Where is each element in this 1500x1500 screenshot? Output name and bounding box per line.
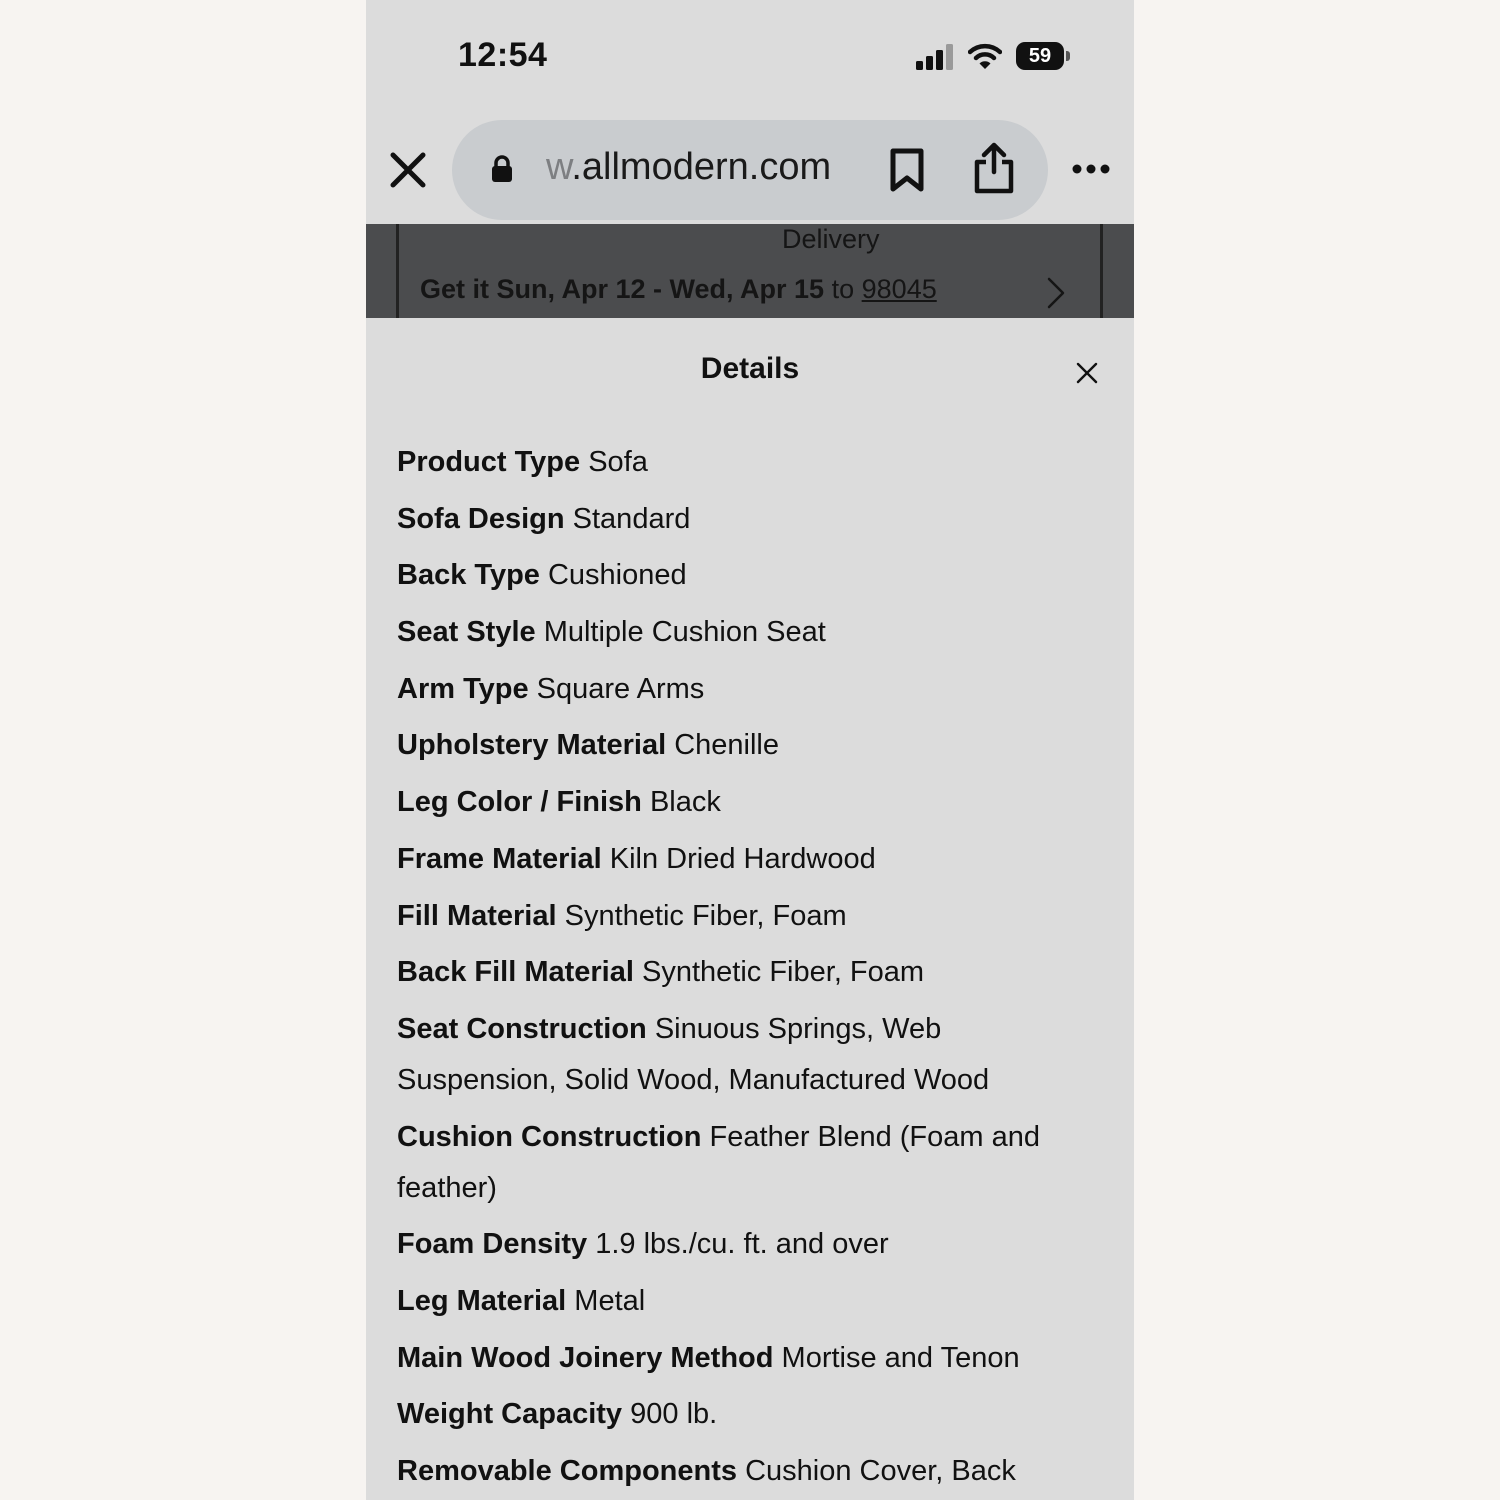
detail-value: Mortise and Tenon: [781, 1341, 1020, 1374]
detail-value: Square Arms: [536, 672, 705, 705]
lock-icon: [490, 154, 514, 184]
battery-tip: [1066, 51, 1070, 61]
url-bar[interactable]: [452, 120, 1048, 220]
divider: [1100, 224, 1103, 318]
detail-row: [397, 494, 1067, 545]
detail-value: Black: [649, 786, 721, 819]
detail-value: Sofa: [588, 446, 648, 478]
detail-row: [397, 1112, 1067, 1214]
detail-value: Standard: [572, 502, 691, 535]
detail-value: Feather Blend (Foam and feather): [397, 1120, 1041, 1204]
detail-value: Cushioned: [547, 559, 687, 592]
chevron-right-icon[interactable]: [1046, 276, 1066, 310]
detail-row: [397, 891, 1067, 942]
details-list: [397, 437, 1067, 1500]
detail-value: Multiple Cushion Seat: [543, 616, 826, 649]
detail-label: Main Wood Joinery Method: [397, 1341, 774, 1374]
detail-row: [397, 1276, 1067, 1327]
detail-label: Sofa Design: [397, 502, 565, 535]
detail-row: [397, 1333, 1067, 1384]
battery-level: 59: [1016, 42, 1064, 70]
delivery-heading: Delivery: [782, 224, 880, 254]
detail-label: Upholstery Material: [397, 729, 667, 762]
delivery-dates: Get it Sun, Apr 12 - Wed, Apr 15: [420, 274, 825, 304]
detail-label: Weight Capacity: [397, 1398, 623, 1431]
detail-label: Leg Color / Finish: [397, 786, 642, 819]
detail-label: Cushion Construction: [397, 1120, 702, 1153]
detail-label: Fill Material: [397, 899, 557, 932]
detail-row: [397, 437, 1067, 488]
detail-label: Back Fill Material: [397, 956, 634, 989]
detail-label: Frame Material: [397, 842, 602, 875]
detail-value: Synthetic Fiber, Foam: [642, 956, 925, 989]
delivery-estimate: [420, 274, 937, 305]
detail-row: [397, 777, 1067, 828]
url-text-domain: .allmodern.com: [571, 146, 832, 188]
details-title: Details: [700, 352, 800, 385]
detail-label: Product Type: [397, 446, 581, 478]
detail-label: Leg Material: [397, 1284, 567, 1317]
close-details-icon[interactable]: [1076, 362, 1098, 384]
detail-value: 900 lb.: [630, 1398, 718, 1431]
cellular-signal-icon: [916, 44, 956, 70]
detail-value: Kiln Dried Hardwood: [609, 842, 876, 875]
detail-row: [397, 947, 1067, 998]
detail-value: Synthetic Fiber, Foam: [564, 899, 847, 932]
detail-row: [397, 834, 1067, 885]
detail-value: 1.9 lbs./cu. ft. and over: [595, 1228, 889, 1261]
detail-value: Metal: [574, 1284, 646, 1317]
bookmark-icon[interactable]: [888, 148, 926, 192]
detail-row: [397, 607, 1067, 658]
delivery-banner[interactable]: [366, 224, 1134, 318]
detail-label: Seat Construction: [397, 1012, 647, 1045]
detail-label: Back Type: [397, 559, 540, 592]
url-text-faded: w: [546, 146, 572, 188]
delivery-zip-link[interactable]: 98045: [861, 274, 937, 304]
detail-label: Removable Components: [397, 1455, 737, 1487]
detail-row: [397, 1389, 1067, 1440]
detail-label: Seat Style: [397, 616, 536, 649]
detail-row: [397, 720, 1067, 771]
detail-label: Arm Type: [397, 672, 529, 705]
divider: [396, 224, 399, 318]
delivery-to: to: [831, 274, 855, 304]
close-icon[interactable]: [388, 150, 428, 190]
phone-screen: [366, 0, 1134, 1500]
detail-value: Chenille: [674, 729, 779, 762]
detail-value: Sinuous Springs, Web Suspension, Solid Wood, Manufactured Wood: [397, 1012, 990, 1096]
more-options-icon[interactable]: [1072, 160, 1110, 178]
wifi-icon: [968, 42, 1002, 70]
detail-value: Cushion Cover, Back: [745, 1455, 1016, 1487]
detail-row: [397, 1219, 1067, 1270]
battery-indicator: [1016, 42, 1070, 70]
status-time: 12:54: [458, 36, 548, 74]
detail-row: [397, 1446, 1067, 1497]
share-icon[interactable]: [972, 142, 1016, 194]
detail-row: [397, 664, 1067, 715]
detail-label: Foam Density: [397, 1228, 588, 1261]
detail-row: [397, 1004, 1067, 1106]
detail-row: [397, 550, 1067, 601]
url-text: [546, 146, 831, 189]
